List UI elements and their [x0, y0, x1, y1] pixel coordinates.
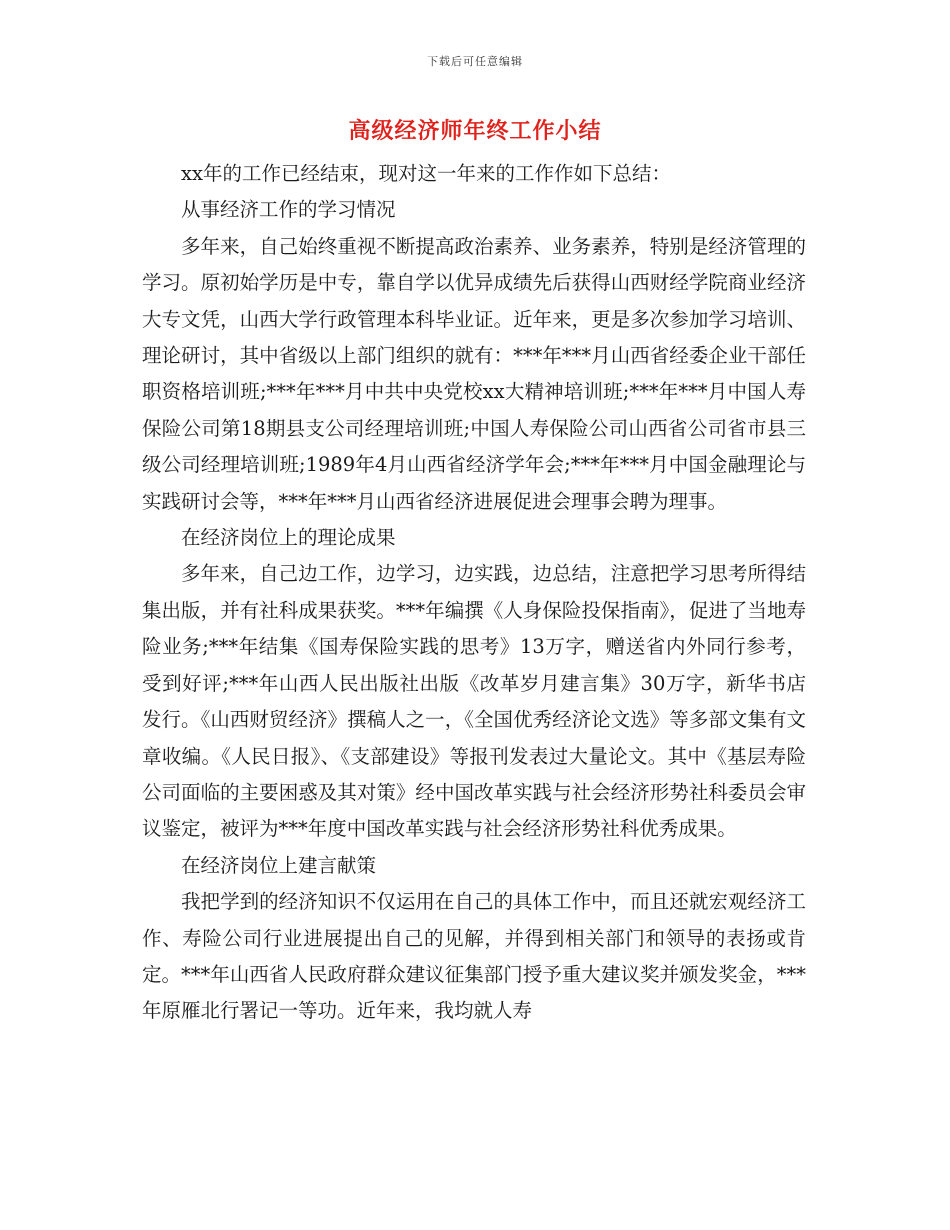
document-body	[142, 156, 806, 1030]
section-heading-theory: 在经济岗位上的理论成果	[181, 526, 396, 550]
page-header-note: 下载后可任意编辑	[427, 55, 523, 68]
advice-paragraph: 我把学到的经济知识不仅运用在自己的具体工作中，而且还就宏观经济工作、寿险公司行业进展提出自己的见解，并得到相关部门和领导的表扬或肯定。***年山西省人民政府群众建议征集部门授予重大建议奖并颁发奖金，***年原雁北行署记一等功。近年来，我均就人寿	[142, 890, 806, 1023]
section-heading-study: 从事经济工作的学习情况	[181, 198, 396, 222]
section-heading-advice: 在经济岗位上建言献策	[181, 853, 377, 877]
study-paragraph: 多年来，自己始终重视不断提高政治素养、业务素养，特别是经济管理的学习。原初始学历是中专，靠自学以优异成绩先后获得山西财经学院商业经济大专文凭，山西大学行政管理本科毕业证。近年来，更是多次参加学习培训、理论研讨，其中省级以上部门组织的就有：***年***月山西省经委企业干部任职资格培训班;***年***月中共中央党校xx大精神培训班;***年***月中国人寿保险公司第18期县支公司经理培训班;中国人寿保险公司山西省公司省市县三级公司经理培训班;1989年4月山西省经济学年会;***年***月中国金融理论与实践研讨会等，***年***月山西省经济进展促进会理事会聘为理事。	[142, 234, 806, 513]
intro-paragraph: xx年的工作已经结束，现对这一年来的工作作如下总结：	[181, 162, 671, 185]
theory-paragraph: 多年来，自己边工作，边学习，边实践，边总结，注意把学习思考所得结集出版，并有社科成果获奖。***年编撰《人身保险投保指南》，促进了当地寿险业务;***年结集《国寿保险实践的思考》13万字，赠送省内外同行参考，受到好评;***年山西人民出版社出版《改革岁月建言集》30万字，新华书店发行。《山西财贸经济》撰稿人之一，《全国优秀经济论文选》等多部文集有文章收编。《人民日报》、《支部建设》等报刊发表过大量论文。其中《基层寿险公司面临的主要困惑及其对策》经中国改革实践与社会经济形势社科委员会审议鉴定，被评为***年度中国改革实践与社会经济形势社科优秀成果。	[142, 562, 806, 841]
document-title: 高级经济师年终工作小结	[348, 118, 602, 144]
